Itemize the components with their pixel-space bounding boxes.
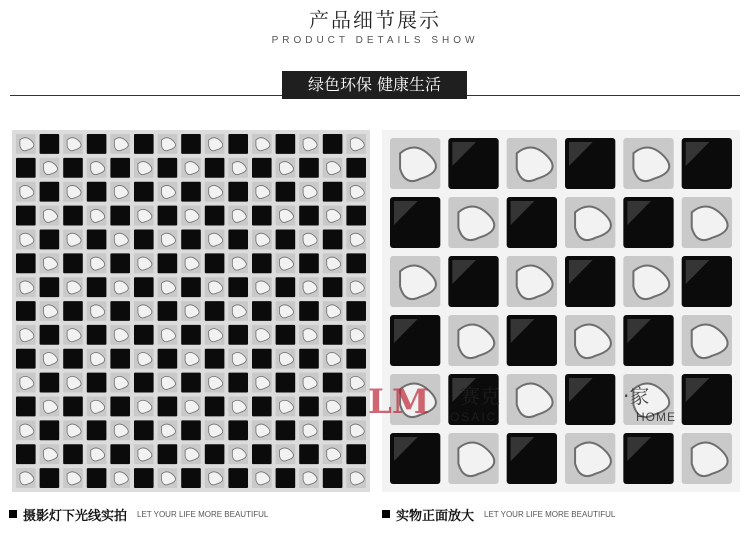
black-glass-tile <box>323 134 343 154</box>
black-glass-tile <box>252 349 272 369</box>
black-glass-tile <box>134 325 154 345</box>
black-glass-tile <box>87 134 107 154</box>
watermark-en-left: OSAIC <box>450 410 498 424</box>
black-glass-tile <box>299 158 319 178</box>
slogan-banner: 绿色环保 健康生活 <box>282 71 467 99</box>
black-glass-tile <box>87 277 107 297</box>
black-glass-tile <box>346 253 366 273</box>
black-glass-tile <box>16 158 36 178</box>
black-glass-tile <box>228 468 248 488</box>
black-glass-tile <box>134 182 154 202</box>
black-glass-tile <box>134 277 154 297</box>
black-glass-tile <box>158 397 178 417</box>
black-glass-tile <box>276 468 296 488</box>
black-glass-tile <box>16 253 36 273</box>
small-tile-mosaic-image <box>12 130 370 492</box>
watermark-en-right: HOME <box>636 410 676 424</box>
black-glass-tile <box>252 397 272 417</box>
black-glass-tile <box>323 468 343 488</box>
black-glass-tile <box>228 325 248 345</box>
black-glass-tile <box>63 253 83 273</box>
black-glass-tile <box>228 182 248 202</box>
black-glass-tile <box>346 206 366 226</box>
black-glass-tile <box>228 373 248 393</box>
black-glass-tile <box>158 444 178 464</box>
bullet-square-icon <box>382 510 390 518</box>
black-glass-tile <box>110 301 130 321</box>
black-glass-tile <box>323 325 343 345</box>
black-glass-tile <box>228 134 248 154</box>
black-glass-tile <box>252 253 272 273</box>
black-glass-tile <box>63 158 83 178</box>
black-glass-tile <box>252 158 272 178</box>
black-glass-tile <box>40 420 60 440</box>
black-glass-tile <box>158 349 178 369</box>
black-glass-tile <box>181 325 201 345</box>
black-glass-tile <box>276 229 296 249</box>
black-glass-tile <box>299 444 319 464</box>
black-glass-tile <box>87 420 107 440</box>
caption-left-title: 摄影灯下光线实拍 <box>23 508 128 524</box>
black-glass-tile <box>346 349 366 369</box>
black-glass-tile <box>16 301 36 321</box>
black-glass-tile <box>16 349 36 369</box>
black-glass-tile <box>110 397 130 417</box>
caption-left <box>9 506 268 522</box>
black-glass-tile <box>299 206 319 226</box>
black-glass-tile <box>40 182 60 202</box>
black-glass-tile <box>299 349 319 369</box>
black-glass-tile <box>323 277 343 297</box>
watermark-cn-right: ·家 <box>623 384 650 408</box>
bullet-square-icon <box>9 510 17 518</box>
black-glass-tile <box>205 253 225 273</box>
black-glass-tile <box>228 229 248 249</box>
black-glass-tile <box>158 158 178 178</box>
black-glass-tile <box>346 301 366 321</box>
caption-right-title: 实物正面放大 <box>396 508 475 524</box>
brand-logo: LM <box>368 382 430 422</box>
black-glass-tile <box>16 206 36 226</box>
black-glass-tile <box>110 253 130 273</box>
black-glass-tile <box>276 373 296 393</box>
black-glass-tile <box>205 444 225 464</box>
black-glass-tile <box>346 444 366 464</box>
black-glass-tile <box>299 253 319 273</box>
black-glass-tile <box>228 277 248 297</box>
black-glass-tile <box>346 397 366 417</box>
black-glass-tile <box>252 301 272 321</box>
black-glass-tile <box>63 444 83 464</box>
black-glass-tile <box>40 468 60 488</box>
black-glass-tile <box>134 134 154 154</box>
black-glass-tile <box>299 397 319 417</box>
black-glass-tile <box>276 277 296 297</box>
black-glass-tile <box>87 373 107 393</box>
black-glass-tile <box>181 420 201 440</box>
caption-right <box>382 506 615 522</box>
black-glass-tile <box>276 420 296 440</box>
black-glass-tile <box>181 134 201 154</box>
black-glass-tile <box>40 277 60 297</box>
black-glass-tile <box>181 182 201 202</box>
black-glass-tile <box>110 206 130 226</box>
black-glass-tile <box>158 301 178 321</box>
black-glass-tile <box>110 158 130 178</box>
black-glass-tile <box>181 277 201 297</box>
black-glass-tile <box>134 468 154 488</box>
mosaic-photo-lamp-light <box>12 130 370 492</box>
black-glass-tile <box>205 301 225 321</box>
black-glass-tile <box>134 373 154 393</box>
black-glass-tile <box>276 182 296 202</box>
black-glass-tile <box>63 349 83 369</box>
large-tile-mosaic-image <box>382 130 740 492</box>
black-glass-tile <box>276 134 296 154</box>
black-glass-tile <box>158 206 178 226</box>
black-glass-tile <box>158 253 178 273</box>
mosaic-photo-closeup <box>382 130 740 492</box>
black-glass-tile <box>87 325 107 345</box>
caption-left-tagline: LET YOUR LIFE MORE BEAUTIFUL <box>137 509 269 519</box>
watermark-cn-left: 赛克 <box>460 384 500 408</box>
black-glass-tile <box>110 444 130 464</box>
black-glass-tile <box>323 373 343 393</box>
black-glass-tile <box>16 444 36 464</box>
black-glass-tile <box>252 206 272 226</box>
black-glass-tile <box>16 397 36 417</box>
black-glass-tile <box>228 420 248 440</box>
black-glass-tile <box>87 229 107 249</box>
black-glass-tile <box>63 397 83 417</box>
black-glass-tile <box>87 182 107 202</box>
black-glass-tile <box>63 301 83 321</box>
black-glass-tile <box>323 182 343 202</box>
black-glass-tile <box>134 420 154 440</box>
black-glass-tile <box>299 301 319 321</box>
black-glass-tile <box>63 206 83 226</box>
black-glass-tile <box>40 229 60 249</box>
black-glass-tile <box>181 373 201 393</box>
black-glass-tile <box>252 444 272 464</box>
black-glass-tile <box>323 420 343 440</box>
black-glass-tile <box>110 349 130 369</box>
black-glass-tile <box>323 229 343 249</box>
black-glass-tile <box>87 468 107 488</box>
black-glass-tile <box>205 158 225 178</box>
black-glass-tile <box>40 373 60 393</box>
black-glass-tile <box>205 206 225 226</box>
black-glass-tile <box>205 397 225 417</box>
black-glass-tile <box>40 134 60 154</box>
black-glass-tile <box>346 158 366 178</box>
page-title: 产品细节展示 <box>309 8 441 32</box>
page-subtitle: PRODUCT DETAILS SHOW <box>271 35 479 46</box>
black-glass-tile <box>134 229 154 249</box>
black-glass-tile <box>40 325 60 345</box>
black-glass-tile <box>205 349 225 369</box>
black-glass-tile <box>276 325 296 345</box>
black-glass-tile <box>181 229 201 249</box>
black-glass-tile <box>181 468 201 488</box>
caption-right-tagline: LET YOUR LIFE MORE BEAUTIFUL <box>484 509 616 519</box>
